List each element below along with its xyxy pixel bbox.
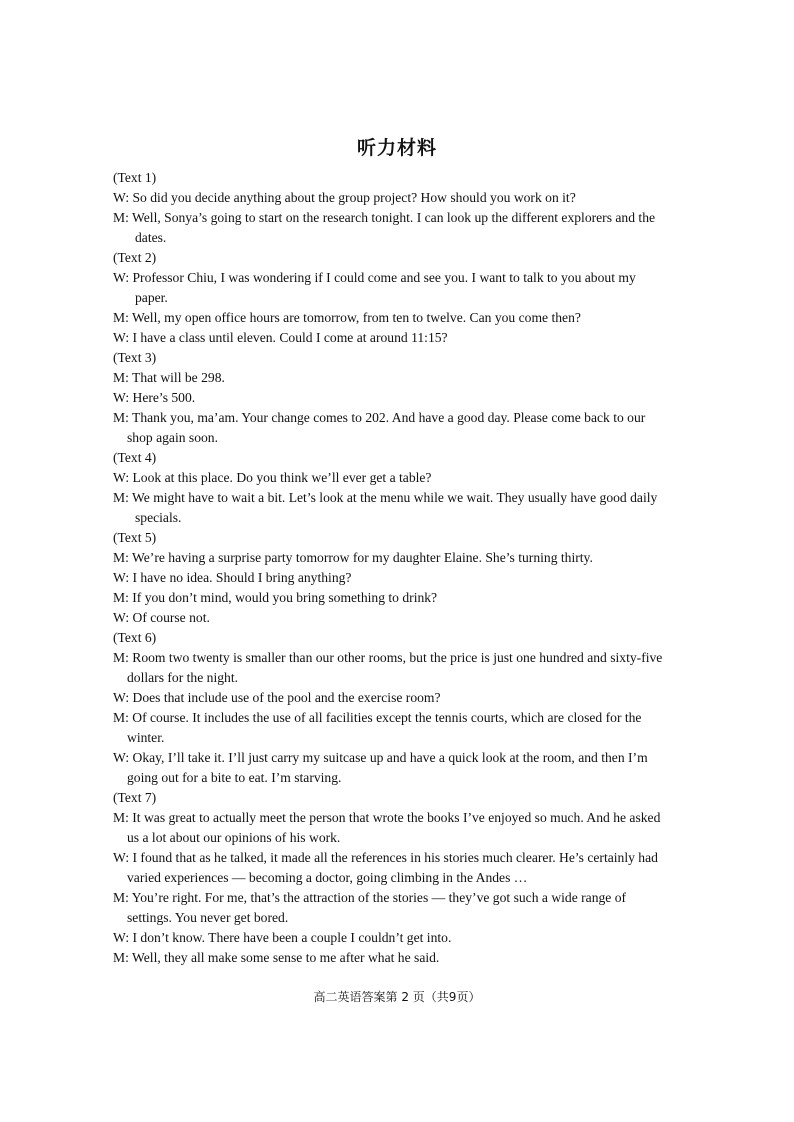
dialogue-line: M: Well, my open office hours are tomorrow, from ten to twelve. Can you come then? <box>113 310 581 325</box>
dialogue-line: M: Thank you, ma’am. Your change comes to 202. And have a good day. Please come back to our <box>113 410 646 425</box>
dialogue-line-continuation: settings. You never get bored. <box>127 910 289 925</box>
text-header: (Text 2) <box>113 250 157 265</box>
dialogue-line: M: We might have to wait a bit. Let’s look at the menu while we wait. They usually have good daily <box>113 490 658 505</box>
text-header: (Text 4) <box>113 450 157 465</box>
page-footer: 高二英语答案第 2 页（共9页） <box>313 990 481 1004</box>
dialogue-line: M: You’re right. For me, that’s the attraction of the stories — they’ve got such a wide range of <box>113 890 627 905</box>
dialogue-line: M: That will be 298. <box>113 370 225 385</box>
dialogue-line: M: We’re having a surprise party tomorrow for my daughter Elaine. She’s turning thirty. <box>113 550 593 565</box>
dialogue-line: W: Does that include use of the pool and the exercise room? <box>113 690 441 705</box>
transcript-body <box>113 168 681 968</box>
text-header: (Text 6) <box>113 630 157 645</box>
dialogue-line-continuation: us a lot about our opinions of his work. <box>127 830 341 845</box>
dialogue-line-continuation: shop again soon. <box>127 430 218 445</box>
dialogue-line: W: I have no idea. Should I bring anything? <box>113 570 352 585</box>
dialogue-line: W: I have a class until eleven. Could I come at around 11:15? <box>113 330 448 345</box>
text-section <box>113 788 681 968</box>
text-section <box>113 628 681 788</box>
dialogue-line: M: It was great to actually meet the person that wrote the books I’ve enjoyed so much. And he asked <box>113 810 661 825</box>
page-title: 听力材料 <box>356 137 437 159</box>
dialogue-line: M: If you don’t mind, would you bring something to drink? <box>113 590 438 605</box>
dialogue-line-continuation: winter. <box>127 730 165 745</box>
text-header: (Text 5) <box>113 530 157 545</box>
text-section <box>113 248 681 348</box>
text-header: (Text 3) <box>113 350 157 365</box>
text-section <box>113 448 681 528</box>
text-section <box>113 348 681 448</box>
dialogue-line-continuation: varied experiences — becoming a doctor, going climbing in the Andes … <box>127 870 528 885</box>
dialogue-line-continuation: going out for a bite to eat. I’m starving. <box>127 770 342 785</box>
dialogue-line: W: I don’t know. There have been a couple I couldn’t get into. <box>113 930 452 945</box>
dialogue-line: W: Of course not. <box>113 610 210 625</box>
dialogue-line: W: Look at this place. Do you think we’ll ever get a table? <box>113 470 432 485</box>
text-header: (Text 7) <box>113 790 157 805</box>
dialogue-line-continuation: dates. <box>135 230 167 245</box>
text-section <box>113 528 681 628</box>
dialogue-line: M: Of course. It includes the use of all facilities except the tennis courts, which are closed for the <box>113 710 642 725</box>
dialogue-line: M: Well, Sonya’s going to start on the research tonight. I can look up the different explorers and the <box>113 210 656 225</box>
dialogue-line: M: Room two twenty is smaller than our other rooms, but the price is just one hundred and sixty-five <box>113 650 663 665</box>
text-section <box>113 168 681 248</box>
dialogue-line: W: Okay, I’ll take it. I’ll just carry my suitcase up and have a quick look at the room, and then I’m <box>113 750 648 765</box>
dialogue-line: W: I found that as he talked, it made all the references in his stories much clearer. He’s certainly had <box>113 850 658 865</box>
dialogue-line: W: So did you decide anything about the group project? How should you work on it? <box>113 190 576 205</box>
dialogue-line-continuation: dollars for the night. <box>127 670 238 685</box>
dialogue-line: W: Here’s 500. <box>113 390 196 405</box>
dialogue-line-continuation: specials. <box>135 510 182 525</box>
dialogue-line: W: Professor Chiu, I was wondering if I could come and see you. I want to talk to you about my <box>113 270 636 285</box>
dialogue-line-continuation: paper. <box>135 290 168 305</box>
text-header: (Text 1) <box>113 170 157 185</box>
dialogue-line: M: Well, they all make some sense to me after what he said. <box>113 950 440 965</box>
